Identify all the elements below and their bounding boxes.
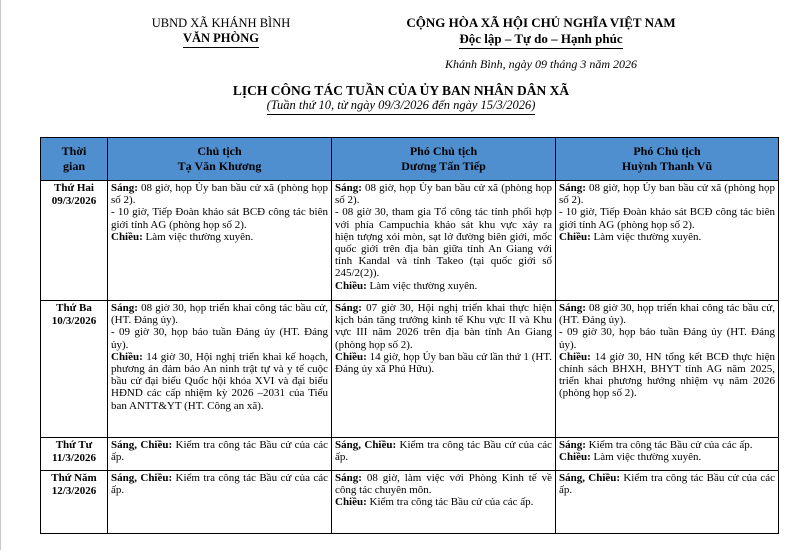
- entry-label: Chiều:: [111, 350, 143, 363]
- entry-label: Sáng:: [335, 302, 362, 314]
- entry-label: Chiều:: [559, 350, 591, 363]
- entry-label: Sáng:: [335, 182, 362, 194]
- schedule-entry: [111, 351, 328, 412]
- schedule-cell: [332, 471, 556, 534]
- schedule-entry: [559, 351, 775, 400]
- subtitle-text: (Tuần thứ 10, từ ngày 09/3/2026 đến ngày 15/3/2026): [267, 98, 536, 115]
- schedule-entry: [111, 326, 328, 350]
- column-person: Dương Tấn Tiếp: [401, 159, 486, 173]
- day-cell: [41, 301, 108, 438]
- entry-label: Sáng, Chiều:: [111, 472, 173, 484]
- schedule-cell: [556, 181, 779, 301]
- entry-text: 08 giờ, họp Ủy ban bầu cử xã (phòng họp số 2).: [335, 182, 552, 207]
- day-date: 12/3/2026: [51, 485, 97, 497]
- schedule-entry: [111, 302, 328, 326]
- national-heading: [381, 15, 701, 49]
- entry-text: Kiểm tra công tác Bầu cử của các ấp.: [111, 472, 328, 497]
- schedule-entry: [335, 280, 552, 292]
- table-row: [41, 181, 779, 301]
- entry-text: 08 giờ 30, họp triển khai công tác bầu cử, (HT. Đảng ủy).: [111, 302, 328, 327]
- entry-text: 14 giờ, họp Ủy ban bầu cử lần thứ 1 (HT. Đảng ủy xã Phú Hữu).: [335, 350, 552, 376]
- entry-text: Làm việc thường xuyên.: [142, 230, 254, 243]
- document-title: LỊCH CÔNG TÁC TUẦN CỦA ỦY BAN NHÂN DÂN XÃ: [232, 83, 570, 98]
- entry-text: 07 giờ 30, Hội nghị triển khai thực hiện kịch bản tăng trưởng kinh tế Khu vực II và Khu vực III năm 2026 trên địa bàn tỉnh An Giang (phòng họp số 2).: [335, 302, 552, 351]
- schedule-entry: [111, 182, 328, 206]
- schedule-entry: [559, 231, 775, 243]
- document-date: Khánh Bình, ngày 09 tháng 3 năm 2026: [445, 57, 637, 71]
- schedule-cell: [332, 181, 556, 301]
- schedule-entry: [335, 472, 552, 496]
- time-header: [41, 138, 108, 181]
- issuer-org: UBND XÃ KHÁNH BÌNH: [151, 16, 291, 30]
- entry-label: Chiều:: [559, 230, 591, 243]
- entry-text: Kiểm tra công tác Bầu cử của các ấp.: [585, 439, 753, 451]
- entry-label: Chiều:: [335, 279, 367, 292]
- entry-text: 14 giờ 30, HN tổng kết BCĐ thực hiện chính sách BHXH, BHYT tỉnh AG năm 2025, triển khai phương hướng nhiệm vụ năm 2026 (phòng họp số 2).: [559, 350, 775, 400]
- entry-text: - 09 giờ 30, họp báo tuần Đảng ủy (HT. Đảng ủy).: [559, 326, 775, 351]
- schedule-cell: [332, 301, 556, 438]
- table-row: [41, 438, 779, 471]
- column-header-vice-chairman-2: [556, 138, 779, 181]
- day-cell: [41, 471, 108, 534]
- column-role: Phó Chủ tịch: [633, 144, 701, 158]
- schedule-cell: [556, 438, 779, 471]
- entry-text: Kiểm tra công tác Bầu cử của các ấp.: [335, 439, 552, 464]
- column-role: Phó Chủ tịch: [409, 144, 478, 158]
- schedule-entry: [335, 496, 552, 508]
- day-name: Thứ Ba: [56, 302, 92, 314]
- entry-label: Sáng, Chiều:: [559, 472, 621, 484]
- schedule-entry: [559, 302, 775, 326]
- table-row: [41, 301, 779, 438]
- column-person: Tạ Văn Khương: [177, 159, 262, 173]
- entry-text: Kiểm tra công tác Bầu cử của các ấp.: [366, 496, 534, 509]
- schedule-entry: [111, 439, 328, 463]
- entry-label: Sáng:: [559, 302, 586, 314]
- day-date: 10/3/2026: [51, 315, 97, 327]
- column-header-chairman: [108, 138, 332, 181]
- schedule-entry: [559, 182, 775, 206]
- schedule-entry: [335, 206, 552, 279]
- table-row: [41, 471, 779, 534]
- schedule-entry: [111, 231, 328, 243]
- schedule-entry: [559, 206, 775, 230]
- day-date: 11/3/2026: [51, 452, 96, 464]
- schedule-cell: [332, 438, 556, 471]
- table-header-row: [41, 138, 779, 181]
- schedule-cell: [556, 301, 779, 438]
- entry-label: Chiều:: [335, 496, 367, 509]
- schedule-cell: [108, 301, 332, 438]
- entry-label: Sáng:: [111, 182, 138, 194]
- document-subtitle: [1, 98, 800, 115]
- entry-text: Làm việc thường xuyên.: [590, 230, 702, 243]
- entry-label: Sáng, Chiều:: [111, 439, 173, 451]
- issuer-dept: VĂN PHÒNG: [183, 31, 259, 48]
- entry-text: 08 giờ 30, họp triển khai công tác bầu cử, (HT. Đảng ủy).: [559, 302, 775, 327]
- entry-label: Sáng:: [559, 439, 586, 451]
- column-person: Huỳnh Thanh Vũ: [621, 159, 713, 173]
- entry-text: 08 giờ, làm việc với Phòng Kinh tế về công tác chuyên môn.: [335, 472, 552, 497]
- entry-text: Kiểm tra công tác Bầu cử của các ấp.: [111, 439, 328, 464]
- schedule-entry: [559, 326, 775, 350]
- entry-label: Chiều:: [111, 230, 143, 243]
- day-name: Thứ Năm: [51, 472, 97, 484]
- day-date: 09/3/2026: [51, 195, 97, 207]
- entry-label: Sáng, Chiều:: [335, 439, 397, 451]
- day-name: Thứ Tư: [55, 439, 93, 451]
- entry-text: 08 giờ, họp Ủy ban bầu cử xã (phòng họp số 2).: [111, 182, 328, 207]
- nation-name: CỘNG HÒA XÃ HỘI CHỦ NGHĨA VIỆT NAM: [406, 15, 676, 30]
- day-name: Thứ Hai: [54, 182, 94, 194]
- schedule-entry: [559, 472, 775, 496]
- schedule-entry: [335, 351, 552, 375]
- schedule-entry: [111, 206, 328, 230]
- schedule-entry: [559, 451, 775, 463]
- schedule-entry: [559, 439, 775, 451]
- entry-label: Chiều:: [335, 350, 367, 363]
- schedule-entry: [111, 472, 328, 496]
- day-cell: [41, 438, 108, 471]
- entry-text: Kiểm tra công tác Bầu cử của các ấp.: [559, 472, 775, 497]
- entry-text: Làm việc thường xuyên.: [366, 279, 478, 292]
- schedule-table: [40, 137, 779, 534]
- entry-text: - 08 giờ 30, tham gia Tổ công tác tỉnh phối hợp với phía Campuchia khảo sát khu vực xảy ra hiện tượng xói mòn, sạt lở đường biên giới, mốc quốc giới trên địa bàn giữa tỉnh An Giang với tỉnh Kandal và tỉnh Takeo (tại quốc giới số 245/2(2)).: [335, 206, 552, 280]
- schedule-entry: [335, 182, 552, 206]
- time-header-line-2: gian: [62, 159, 85, 173]
- schedule-entry: [335, 302, 552, 351]
- entry-label: Sáng:: [559, 182, 586, 194]
- schedule-body: [41, 181, 779, 534]
- entry-text: 08 giờ, họp Ủy ban bầu cử xã (phòng họp số 2).: [559, 182, 775, 207]
- entry-label: Sáng:: [335, 472, 362, 484]
- schedule-cell: [108, 438, 332, 471]
- entry-text: - 10 giờ, Tiếp Đoàn khảo sát BCĐ công tác biên giới tỉnh AG (phòng họp số 2).: [559, 206, 775, 231]
- entry-text: 14 giờ 30, Hội nghị triển khai kế hoạch, phương án đảm bảo An ninh trật tự và y tế cuộc bầu cử đại biểu Quốc hội khóa XVI và đại biểu HĐND các cấp nhiệm kỳ 2026 –2031 của Tiểu ban ANTT&YT (HT. Công an xã).: [111, 350, 328, 412]
- national-motto: Độc lập – Tự do – Hạnh phúc: [459, 31, 622, 49]
- entry-label: Sáng:: [111, 302, 138, 314]
- day-cell: [41, 181, 108, 301]
- entry-text: Làm việc thường xuyên.: [590, 451, 702, 464]
- schedule-cell: [108, 471, 332, 534]
- column-role: Chủ tịch: [197, 144, 242, 158]
- time-header-line-1: Thời: [61, 144, 87, 158]
- schedule-cell: [108, 181, 332, 301]
- schedule-entry: [335, 439, 552, 463]
- column-header-vice-chairman-1: [332, 138, 556, 181]
- entry-text: - 10 giờ, Tiếp Đoàn khảo sát BCĐ công tác biên giới tỉnh AG (phòng họp số 2).: [111, 206, 328, 231]
- schedule-cell: [556, 471, 779, 534]
- entry-label: Chiều:: [559, 451, 591, 464]
- issuer-block: [121, 16, 321, 48]
- entry-text: - 09 giờ 30, họp báo tuần Đảng ủy (HT. Đảng ủy).: [111, 326, 328, 351]
